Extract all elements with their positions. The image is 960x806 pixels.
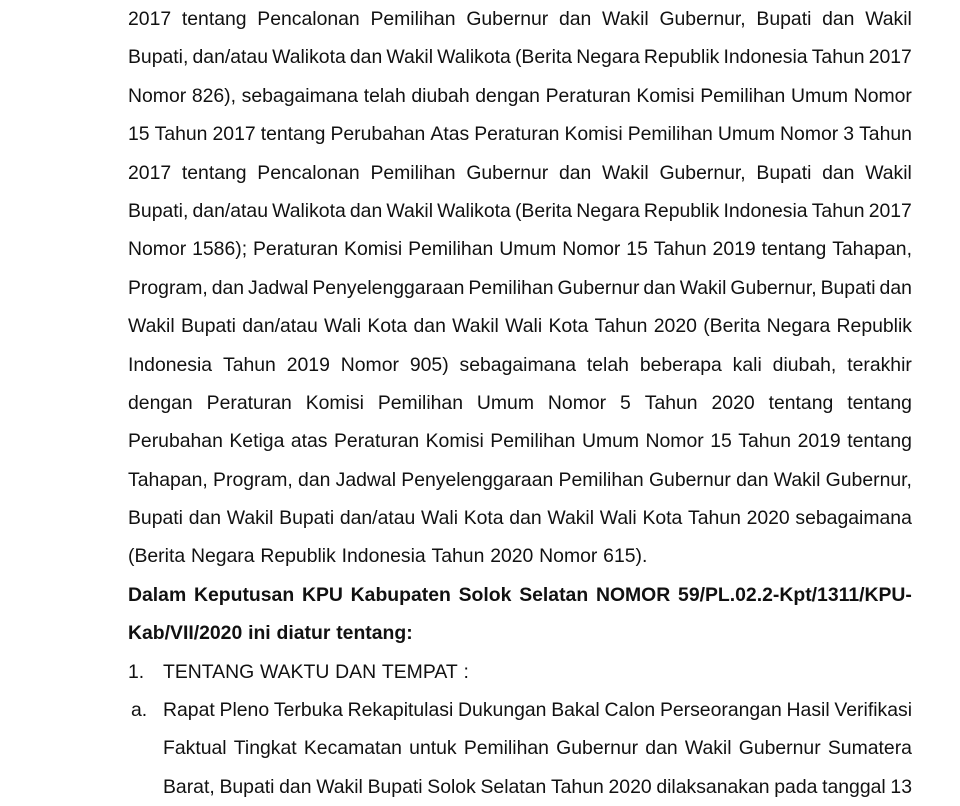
word: Peraturan: [474, 123, 560, 146]
word: telah: [586, 353, 629, 376]
word: Tahapan,: [832, 238, 912, 261]
word: sebagaimana: [241, 84, 359, 107]
word: Negara: [766, 315, 831, 338]
word: sebagaimana: [795, 507, 912, 530]
word: Program,: [128, 276, 208, 299]
word: Tahun: [154, 123, 208, 146]
word: Pencalonan: [257, 8, 360, 30]
decree-heading-line: [128, 576, 912, 614]
word: 13: [890, 775, 912, 798]
text-line: [128, 77, 912, 115]
word: Gubernur: [556, 737, 639, 760]
word: dan/atau: [339, 507, 416, 530]
word: Peraturan: [206, 391, 292, 414]
word: Wakil: [316, 775, 363, 798]
list-item-first-line: [128, 653, 912, 691]
word: Faktual: [163, 737, 227, 760]
word: Peraturan: [545, 84, 631, 107]
word: Wakil: [773, 468, 821, 491]
word: 2019: [286, 353, 330, 376]
word: Walikota: [437, 199, 511, 222]
text-line: [128, 192, 912, 230]
word: Komisi: [564, 123, 623, 146]
word: Penyelenggaraan: [401, 468, 554, 491]
word: Umum: [790, 84, 849, 107]
word: NOMOR: [595, 583, 671, 606]
word: 2020: [490, 545, 534, 568]
word: 905): [409, 353, 449, 376]
word: dengan: [475, 84, 540, 107]
word: 15: [710, 430, 732, 453]
word: dan: [645, 737, 678, 760]
word: Indonesia: [128, 353, 213, 376]
document-text-column: [128, 0, 912, 806]
word: Tahun: [653, 238, 707, 261]
word: Negara: [190, 545, 255, 568]
word: Kota: [367, 315, 408, 338]
word: Indonesia: [341, 545, 426, 568]
word: Bupati,: [128, 46, 189, 69]
word: Bupati: [756, 161, 812, 184]
word: 2020: [711, 391, 755, 414]
word: Pemilihan: [463, 737, 549, 760]
word: Penyelenggaraan: [312, 276, 465, 299]
word: TENTANG: [163, 660, 255, 683]
word: Kab/VII/2020: [128, 622, 243, 645]
word: Terbuka: [273, 699, 343, 722]
word: Pencalonan: [257, 161, 360, 184]
word: 1586);: [192, 238, 248, 261]
word: dan/atau: [242, 315, 318, 338]
word: Wakil: [679, 276, 727, 299]
word: Wakil: [386, 46, 434, 69]
word: 2017: [868, 46, 912, 69]
list-item-first-line: [128, 691, 912, 729]
word: kali: [732, 353, 762, 376]
word: Nomor: [645, 430, 704, 453]
word: Keputusan: [193, 583, 295, 606]
word: Bupati: [128, 507, 183, 530]
word: Negara: [576, 199, 640, 222]
list-item: [128, 691, 912, 806]
word: sebagaimana: [459, 353, 576, 376]
word: tentang: [761, 238, 827, 261]
paragraph-legal-basis: [128, 0, 912, 576]
word: 59/PL.02.2-Kpt/1311/KPU-: [678, 583, 912, 606]
word: Walikota: [272, 199, 346, 222]
list-item-continuation-line: [128, 768, 912, 806]
word: Ketiga: [229, 430, 285, 453]
word: dan: [413, 315, 446, 338]
word: Wali: [505, 315, 543, 338]
word: Program,: [213, 468, 293, 491]
word: tentang: [847, 391, 912, 414]
word: tentang: [847, 430, 912, 453]
word: Nomor: [128, 84, 187, 107]
word: Gubernur: [648, 468, 731, 491]
word: Bupati: [279, 507, 335, 530]
word: Republik: [260, 545, 336, 568]
word: Barat,: [163, 775, 215, 798]
word: Wakil: [452, 315, 499, 338]
word: ini: [248, 622, 271, 645]
word: Pemilihan: [490, 430, 576, 453]
text-line: [128, 154, 912, 192]
word: telah: [363, 84, 406, 107]
word: Wakil: [602, 161, 649, 184]
list-item: [128, 653, 912, 691]
word: Calon: [604, 699, 656, 722]
word: 2017: [868, 199, 912, 222]
text-line: [128, 230, 912, 268]
word: dan/atau: [192, 199, 268, 222]
word: Wakil: [226, 507, 274, 530]
text-line: [128, 461, 912, 499]
word: Bupati: [219, 775, 275, 798]
word: Kota: [642, 507, 683, 530]
word: dan: [349, 46, 383, 69]
word: Komisi: [636, 84, 695, 107]
word: (Berita: [514, 46, 573, 69]
word: Pemilihan: [627, 123, 713, 146]
word: Tahapan,: [128, 468, 208, 491]
word: Tahun: [811, 46, 865, 69]
word: pada: [774, 775, 818, 798]
list-item-text: [163, 691, 912, 729]
word: dan: [879, 276, 912, 299]
text-line: [128, 422, 912, 460]
word: Umum: [717, 123, 775, 146]
word: Gubernur,: [825, 468, 912, 491]
word: Gubernur: [557, 276, 640, 299]
word: Wakil: [547, 507, 595, 530]
word: TEMPAT: [381, 660, 458, 683]
word: Umum: [581, 430, 640, 453]
word: 2017: [212, 123, 256, 146]
word: Pemilihan: [558, 468, 644, 491]
word: Kota: [463, 507, 504, 530]
word: Hasil: [786, 699, 830, 722]
word: Pemilihan: [370, 161, 456, 184]
word: Komisi: [305, 391, 364, 414]
word: Republik: [836, 315, 912, 338]
word: Negara: [576, 46, 640, 69]
word: atas: [290, 430, 328, 453]
word: dilaksanakan: [656, 775, 770, 798]
word: WAKTU: [260, 660, 330, 683]
word: Indonesia: [723, 46, 808, 69]
word: Gubernur,: [659, 8, 746, 30]
word: Peraturan: [252, 238, 339, 261]
word: Walikota: [272, 46, 346, 69]
word: Kota: [548, 315, 589, 338]
word: Rekapitulasi: [347, 699, 454, 722]
decree-heading-line: [128, 614, 912, 652]
text-line: [128, 384, 912, 422]
word: dan: [822, 8, 855, 30]
word: 5: [620, 391, 631, 414]
word: Tahun: [594, 315, 648, 338]
word: 2020: [653, 315, 697, 338]
word: Nomor: [562, 238, 621, 261]
list-item-continuation-line: [128, 729, 912, 767]
word: Bupati: [820, 276, 876, 299]
word: 2019: [712, 238, 756, 261]
word: Pemilihan: [408, 238, 494, 261]
word: Wali: [599, 507, 637, 530]
word: Wakil: [128, 315, 175, 338]
word: Republik: [643, 199, 720, 222]
word: Perubahan: [128, 430, 223, 453]
word: tentang: [181, 161, 247, 184]
word: Wakil: [602, 8, 649, 30]
word: Gubernur: [466, 161, 549, 184]
word: Tahun: [431, 545, 485, 568]
word: Tahun: [688, 507, 741, 530]
word: Gubernur,: [730, 276, 817, 299]
word: dan: [349, 199, 383, 222]
word: tentang: [260, 123, 326, 146]
word: Dalam: [128, 583, 187, 606]
word: Tahun: [811, 199, 865, 222]
word: Wali: [421, 507, 458, 530]
word: 615).: [603, 545, 648, 568]
word: Tahun: [550, 775, 604, 798]
word: untuk: [409, 737, 457, 760]
word: (Berita: [703, 315, 761, 338]
text-line: [128, 537, 912, 575]
word: Pemilihan: [700, 84, 786, 107]
word: Nomor: [128, 238, 187, 261]
word: beberapa: [639, 353, 722, 376]
word: dan: [298, 468, 331, 491]
word: Komisi: [425, 430, 484, 453]
word: Bupati: [756, 8, 812, 30]
word: Atas: [430, 123, 470, 146]
word: dan: [279, 775, 312, 798]
word: Kabupaten: [350, 583, 451, 606]
word: Peraturan: [333, 430, 420, 453]
word: Gubernur: [466, 8, 549, 30]
word: Jadwal: [248, 276, 309, 299]
word: Jadwal: [335, 468, 397, 491]
word: Sumatera: [827, 737, 912, 760]
word: Dukungan: [458, 699, 547, 722]
word: tanggal: [822, 775, 886, 798]
word: diubah: [411, 84, 470, 107]
word: Nomor: [340, 353, 399, 376]
word: tentang: [768, 391, 834, 414]
word: Bupati,: [128, 199, 189, 222]
word: Tahun: [223, 353, 276, 376]
word: dan: [822, 161, 855, 184]
word: tentang: [181, 8, 247, 30]
word: KPU: [301, 583, 343, 606]
word: (Berita: [128, 545, 186, 568]
word: Umum: [499, 238, 557, 261]
word: Perseorangan: [659, 699, 782, 722]
word: dan: [558, 161, 592, 184]
word: Solok: [458, 583, 512, 606]
word: Gubernur,: [659, 161, 746, 184]
text-line: [128, 346, 912, 384]
word: Pemilihan: [377, 391, 463, 414]
word: Wakil: [865, 8, 912, 30]
word: Indonesia: [723, 199, 808, 222]
word: Nomor: [547, 391, 607, 414]
word: diatur: [276, 622, 331, 645]
word: 826),: [191, 84, 237, 107]
paragraph-decree-heading: [128, 576, 912, 653]
word: Solok: [427, 775, 476, 798]
word: Bupati: [180, 315, 236, 338]
word: Bakal: [551, 699, 600, 722]
word: Perubahan: [330, 123, 426, 146]
text-line: [128, 38, 912, 76]
word: (Berita: [514, 199, 573, 222]
word: 2020: [608, 775, 652, 798]
word: Tahun: [644, 391, 698, 414]
word: Wakil: [684, 737, 732, 760]
word: dan: [211, 276, 245, 299]
word: Selatan: [480, 775, 547, 798]
word: Verifikasi: [834, 699, 912, 722]
text-line: [128, 269, 912, 307]
word: Pemilihan: [370, 8, 456, 30]
word: Tahun: [738, 430, 792, 453]
text-line: [128, 499, 912, 537]
word: Rapat: [163, 699, 215, 722]
word: Wali: [324, 315, 362, 338]
word: Umum: [476, 391, 534, 414]
word: Pleno: [219, 699, 270, 722]
word: Kecamatan: [303, 737, 402, 760]
word: 2017: [128, 161, 172, 184]
text-line: [128, 115, 912, 153]
word: Pemilihan: [468, 276, 554, 299]
word: 15: [626, 238, 648, 261]
word: 2017: [128, 8, 172, 30]
word: diubah,: [772, 353, 837, 376]
word: Bupati: [367, 775, 423, 798]
word: Republik: [643, 46, 720, 69]
word: dan/atau: [192, 46, 268, 69]
word: Komisi: [344, 238, 403, 261]
word: Wakil: [865, 161, 912, 184]
word: dan: [643, 276, 676, 299]
word: dan: [736, 468, 769, 491]
word: Tingkat: [233, 737, 297, 760]
word: DAN: [335, 660, 377, 683]
word: Selatan: [519, 583, 589, 606]
text-line: [128, 0, 912, 38]
word: dan: [558, 8, 592, 30]
text-line: [128, 307, 912, 345]
word: 2020: [746, 507, 790, 530]
word: 15: [128, 123, 150, 146]
word: Wakil: [386, 199, 434, 222]
word: Tahun: [859, 123, 912, 146]
word: 3: [843, 123, 855, 146]
list-marker: 1.: [128, 660, 145, 683]
list-item-text: [163, 653, 912, 691]
word: dan: [509, 507, 542, 530]
word: :: [463, 660, 469, 683]
word: dengan: [128, 391, 193, 414]
word: Walikota: [437, 46, 511, 69]
word: Gubernur: [738, 737, 821, 760]
list-marker: a.: [131, 699, 148, 722]
word: tentang:: [336, 622, 413, 645]
word: Nomor: [780, 123, 839, 146]
word: Nomor: [853, 84, 912, 107]
word: terakhir: [847, 353, 912, 376]
word: dan: [188, 507, 222, 530]
word: 2019: [797, 430, 841, 453]
word: Nomor: [539, 545, 598, 568]
